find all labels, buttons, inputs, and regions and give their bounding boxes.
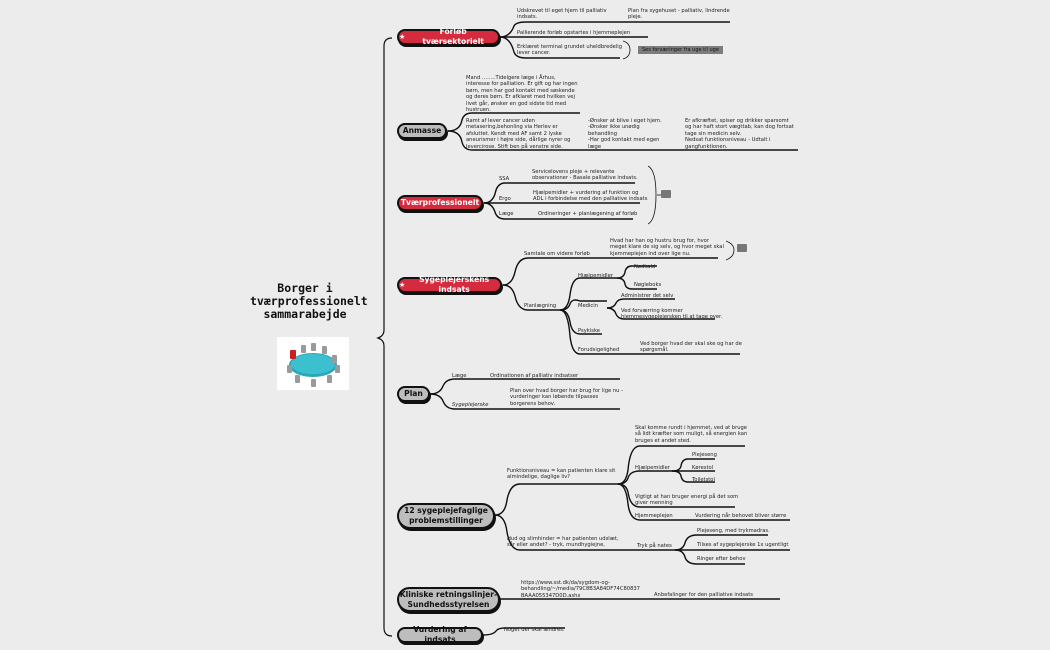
topic-sygeplejerskens-indsats[interactable] — [397, 277, 502, 293]
subtopic-oensker[interactable]: -Ønsker at blive i eget hjem. -Ønsker ikke unødig behandling -Har god kontakt med egen læge — [588, 118, 662, 150]
subtopic-afkraeftet[interactable]: Er afkræftet, spiser og drikker sparsomt og har haft stort vægttab, kan dog fortsat tage sin medicin selv. Nedsat funktionsniveau - Udtalt i gangfunktionen. — [685, 118, 794, 150]
subtopic-skal-komme-rundt[interactable]: Skal komme rundt i hjemmet, ved at bruge så lidt kræfter som muligt, så energien kan bruges et andet sted. — [635, 425, 748, 444]
topic-label: Sygeplejerskens indsats — [419, 275, 490, 294]
topic-vurdering-af-indsats[interactable] — [397, 627, 483, 643]
root-topic-title[interactable]: Borger i tværprofessionelt sammarabejde — [250, 281, 368, 321]
subtopic-medicin[interactable]: Medicin — [578, 303, 598, 309]
subtopic-plan-fra-sygehuset[interactable]: Plan fra sygehuset - palliativ, lindrende pleje. — [628, 8, 730, 21]
subtopic-ringer[interactable]: Ringer efter behov — [697, 556, 746, 562]
topic-anmasse[interactable] — [397, 123, 447, 139]
summary-note[interactable]: Ses forværinger fra uge til uge — [638, 46, 723, 54]
note-icon[interactable] — [737, 244, 747, 252]
subtopic-anbefalinger[interactable]: Anbefalinger for den palliative indsats — [654, 592, 753, 598]
topic-plan[interactable] — [397, 386, 430, 402]
topic-label: Kliniske retningslinjer- Sundhedsstyrelsen — [399, 589, 498, 609]
subtopic-ved-borger[interactable]: Ved borger hvad der skal ske og har de spørgsmål. — [640, 341, 742, 354]
subtopic-ramt-af-lever-cancer[interactable]: Ramt af lever cancer uden metasering,behonling via Herlev er afsluttet. Kendt med AF samt 2 lyske aneurismer i højre side, dårlige nyrer og levercirose. Stift ben på venstre side. — [466, 118, 571, 150]
topic-label: Plan — [404, 389, 423, 398]
subtopic-samtale-text[interactable]: Hvad har han og hustru brug for, hvor meget klare de sig selv, og hvor meget skal kjemmeplejen ind over lige nu. — [610, 238, 724, 257]
subtopic-ssa-text[interactable]: Servicelovens pleje + relevante observationer - Basale palliative indsats. — [532, 169, 638, 182]
subtopic-ergo[interactable]: Ergo — [499, 196, 511, 202]
topic-tvaerprofessionelt[interactable] — [397, 195, 483, 211]
subtopic-hjaelpemidler[interactable]: Hjælpemidler — [578, 273, 613, 279]
subtopic-pallierende-forloeb[interactable]: Pallierende forløb opstartes i hjemmeplejen — [517, 30, 631, 36]
topic-label: 12 sygeplejefaglige problemstillinger — [404, 506, 488, 525]
subtopic-plejeseng[interactable]: Plejeseng — [692, 452, 717, 458]
subtopic-hud-og-slimhinder[interactable]: Hud og slimhinder = har patienten udslæt, sår eller andet? - tryk, mundhygiejne, — [507, 536, 619, 549]
subtopic-planlaegning[interactable]: Planlægning — [524, 303, 557, 309]
subtopic-noget-der-skal-aendres[interactable]: Noget der skal ændres. — [504, 627, 565, 633]
subtopic-hjemmeplejen[interactable]: Hjemmeplejen — [635, 513, 673, 519]
subtopic-laege-text[interactable]: Ordineringer + planlægening af forløb — [538, 211, 638, 217]
subtopic-funktionsniveau[interactable]: Funktionsniveau = kan patienten klare sit almindelige, daglige liv? — [507, 468, 616, 481]
subtopic-tryk-paa-nates[interactable]: Tryk på nates — [637, 543, 672, 549]
subtopic-tilses[interactable]: Tilses af sygeplejerske 1x ugentligt — [697, 542, 789, 548]
subtopic-noegleboks[interactable]: Nøgleboks — [634, 282, 662, 288]
topic-kliniske-retningslinjer[interactable] — [397, 587, 500, 612]
round-table-meeting-image — [277, 337, 349, 390]
subtopic-mand-beskrivelse[interactable]: Mand ……..Tidelgere læge i Århus, interesse for palliation. Er gift og har ingen børn, men har god kontakt med søskende og deres børn. Er afklaret med hvilken vej livet går, ønsker en god sidste tid med hustruen. — [466, 75, 578, 114]
subtopic-plan-laege[interactable]: Læge — [452, 373, 467, 379]
subtopic-plejeseng-trykmadras[interactable]: Plejeseng, med trykmadras. — [697, 528, 770, 534]
subtopic-noedkald[interactable]: Nødkald — [634, 264, 656, 270]
subtopic-koerestol[interactable]: Kørestol — [692, 465, 714, 471]
subtopic-vurdering-behov[interactable]: Vurdering når behovet bliver større — [695, 513, 787, 519]
topic-label: Tværprofessionelt — [400, 198, 480, 207]
subtopic-laege[interactable]: Læge — [499, 211, 514, 217]
note-icon[interactable] — [661, 190, 671, 198]
subtopic-vigtigt[interactable]: Vigtigt at han bruger energi på det som giver menning — [635, 494, 739, 507]
star-icon: ★ — [399, 281, 406, 289]
subtopic-sst-link[interactable]: https://www.sst.dk/da/sygdom-og- behandling/~/media/79C8B3A84DF74C80837 BAAA055347D0D.ashx — [521, 580, 640, 599]
subtopic-ved-forvaerring[interactable]: Ved forværring kommer hjemmesygeplejersken til at tage over. — [621, 308, 723, 321]
subtopic-ordinationen[interactable]: Ordinationen af palliativ indsatser — [490, 373, 579, 379]
topic-label: Forløb tværsektorielt — [422, 27, 484, 46]
subtopic-plan-sygeplejerske[interactable]: Sygeplejerske — [452, 402, 489, 408]
star-icon: ★ — [399, 33, 406, 41]
subtopic-plan-over[interactable]: Plan over hvad borger har brug for lige nu - vurderinger kan løbende tilpasses borgerens behov. — [510, 388, 623, 407]
subtopic-psykiske[interactable]: Psykiske — [578, 328, 600, 334]
topic-label: Anmasse — [402, 126, 442, 135]
subtopic-udskrevet[interactable]: Udskrevet til eget hjem til palliativ indsats. — [517, 8, 607, 21]
subtopic-ssa[interactable]: SSA — [499, 176, 510, 182]
topic-forloeb-tvaersektorielt[interactable] — [397, 29, 500, 45]
topic-problemstillinger[interactable] — [397, 503, 495, 529]
subtopic-erklaeret-terminal[interactable]: Erklæret terminal grundet uheldbredelig lever cancer. — [517, 44, 622, 57]
subtopic-samtale[interactable]: Samtale om videre forløb — [524, 251, 590, 257]
subtopic-forudsigelighed[interactable]: Forudsigelighed — [578, 347, 620, 353]
topic-label: Vurdering af indsats — [413, 625, 467, 644]
subtopic-ergo-text[interactable]: Hjælpemidler + vurdering af funktion og ADL i forbindelse med den palliative indsats — [533, 190, 648, 203]
subtopic-hjaelpemidler-2[interactable]: Hjælpemidler — [635, 465, 670, 471]
subtopic-toiletstol[interactable]: Toiletstol — [692, 477, 715, 483]
subtopic-administrer[interactable]: Administrer det selv — [621, 293, 674, 299]
